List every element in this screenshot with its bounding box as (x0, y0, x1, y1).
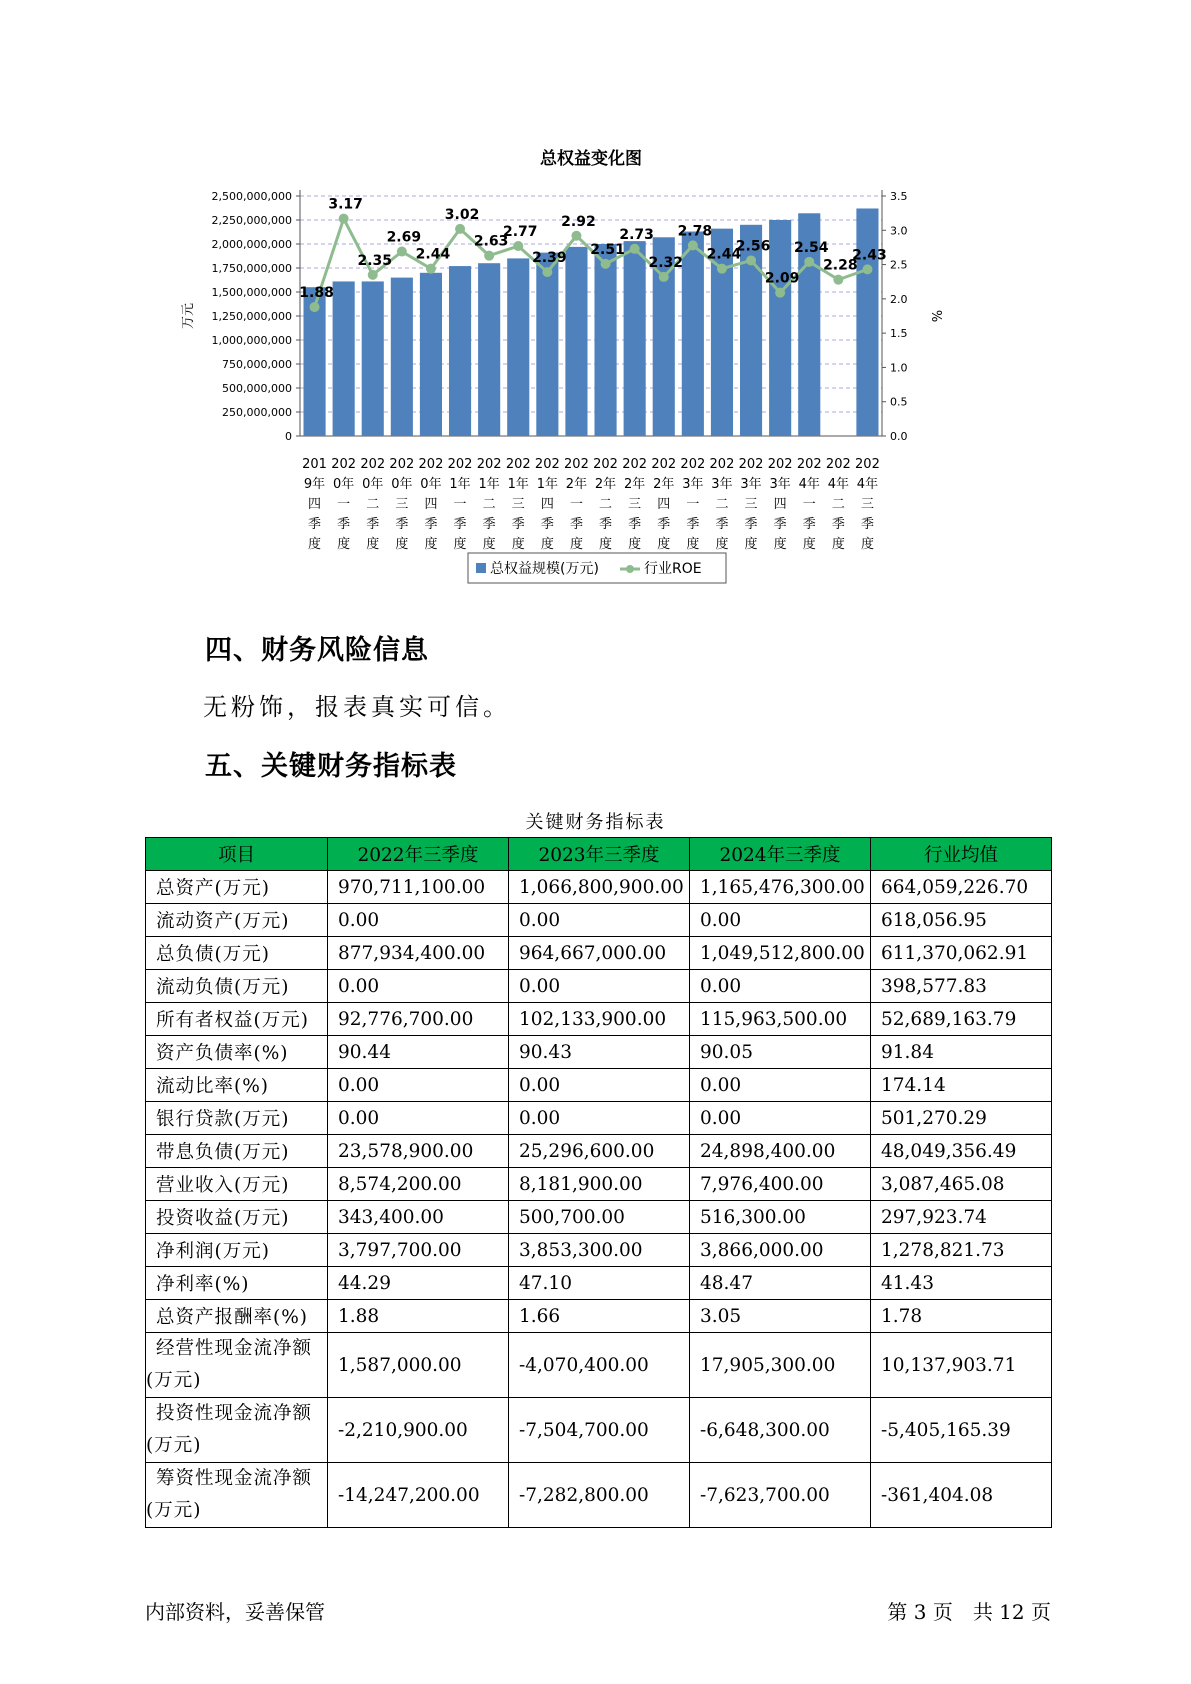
section-5-title: 五、关键财务指标表 (205, 751, 457, 782)
table-row (146, 1463, 1052, 1528)
row-value: 501,270.29 (871, 1102, 1052, 1135)
row-value: 1.78 (871, 1300, 1052, 1333)
x-tick-label: 度 (802, 537, 816, 552)
x-tick-label: 0年 (333, 477, 355, 492)
x-tick-label: 202 (709, 457, 735, 472)
row-label: 流动资产(万元) (146, 904, 328, 937)
legend-line-marker (626, 565, 634, 573)
x-tick-label: 1年 (478, 477, 500, 492)
roe-data-label: 1.88 (299, 285, 334, 302)
roe-data-label: 2.73 (619, 226, 654, 243)
x-tick-label: 202 (738, 457, 764, 472)
x-tick-label: 季 (686, 517, 700, 532)
roe-point (804, 257, 814, 267)
roe-data-label: 2.43 (852, 247, 887, 264)
y-right-tick-label: 1.5 (890, 327, 908, 341)
x-tick-label: 度 (715, 537, 729, 552)
x-tick-label: 3年 (740, 477, 762, 492)
y-left-tick-label: 2,250,000,000 (211, 214, 292, 227)
row-value: 0.00 (690, 1102, 871, 1135)
row-value: 91.84 (871, 1036, 1052, 1069)
row-label: 银行贷款(万元) (146, 1102, 328, 1135)
y-left-tick-label: 0 (285, 430, 292, 443)
x-tick-label: 季 (773, 517, 787, 532)
x-tick-label: 三 (860, 497, 874, 512)
row-value: -361,404.08 (871, 1463, 1052, 1528)
bar (449, 266, 471, 436)
x-tick-label: 度 (366, 537, 380, 552)
financial-indicator-table (145, 837, 1052, 1528)
x-tick-label: 3年 (769, 477, 791, 492)
row-value: 1.88 (328, 1300, 509, 1333)
x-tick-label: 三 (628, 497, 642, 512)
row-value: 90.05 (690, 1036, 871, 1069)
roe-data-label: 2.32 (648, 254, 684, 271)
row-value: 0.00 (509, 1102, 690, 1135)
row-label: 总负债(万元) (146, 937, 328, 970)
table-row (146, 1300, 1052, 1333)
x-tick-label: 度 (686, 537, 700, 552)
row-label: 流动负债(万元) (146, 970, 328, 1003)
row-value: 7,976,400.00 (690, 1168, 871, 1201)
x-tick-label: 一 (686, 497, 700, 512)
row-value: 964,667,000.00 (509, 937, 690, 970)
roe-data-label: 2.63 (473, 233, 509, 250)
x-tick-label: 202 (593, 457, 618, 472)
row-value: 47.10 (509, 1267, 690, 1300)
table-row (146, 1168, 1052, 1201)
x-tick-label: 202 (360, 457, 386, 472)
x-tick-label: 202 (447, 457, 473, 472)
row-label: 总资产(万元) (146, 871, 328, 904)
row-value: 664,059,226.70 (871, 871, 1052, 904)
x-tick-label: 季 (744, 517, 758, 532)
row-value: 0.00 (328, 1069, 509, 1102)
table-row (146, 1069, 1052, 1102)
roe-point (571, 231, 581, 241)
x-tick-label: 度 (628, 537, 642, 552)
x-tick-label: 四 (540, 497, 554, 512)
roe-point (659, 272, 669, 282)
y-left-axis-label: 万元 (181, 302, 196, 330)
bar (333, 281, 355, 436)
x-tick-label: 季 (657, 517, 671, 532)
row-label: 流动比率(%) (146, 1069, 328, 1102)
row-value: 1.66 (509, 1300, 690, 1333)
roe-data-label: 3.17 (328, 196, 363, 213)
row-label: 净利润(万元) (146, 1234, 328, 1267)
y-left-tick-label: 2,500,000,000 (211, 190, 292, 203)
row-value: 23,578,900.00 (328, 1135, 509, 1168)
x-tick-label: 1年 (507, 477, 529, 492)
x-tick-label: 季 (599, 517, 613, 532)
roe-point (339, 214, 349, 224)
row-value: -2,210,900.00 (328, 1398, 509, 1463)
row-value: 611,370,062.91 (871, 937, 1052, 970)
x-tick-label: 度 (511, 537, 525, 552)
roe-data-label: 2.51 (590, 241, 625, 258)
roe-data-label: 2.54 (793, 239, 829, 256)
header-item: 项目 (146, 838, 328, 871)
row-value: 24,898,400.00 (690, 1135, 871, 1168)
x-tick-label: 四 (424, 497, 438, 512)
row-value: 174.14 (871, 1069, 1052, 1102)
row-value: 3,866,000.00 (690, 1234, 871, 1267)
header-2024q3: 2024年三季度 (690, 838, 871, 871)
y-left-tick-label: 1,250,000,000 (211, 310, 292, 323)
x-tick-label: 2年 (624, 477, 646, 492)
row-value: 90.44 (328, 1036, 509, 1069)
x-tick-label: 季 (337, 517, 351, 532)
equity-chart-svg (170, 140, 1030, 600)
row-value: 970,711,100.00 (328, 871, 509, 904)
row-value: 398,577.83 (871, 970, 1052, 1003)
x-tick-label: 202 (564, 457, 589, 472)
roe-data-label: 2.92 (561, 213, 596, 230)
x-tick-label: 度 (453, 537, 467, 552)
x-tick-label: 202 (680, 457, 706, 472)
legend-bar-label: 总权益规模(万元) (490, 561, 599, 577)
roe-point (601, 259, 611, 269)
y-right-tick-label: 2.5 (890, 258, 908, 272)
x-tick-label: 四 (308, 497, 322, 512)
bar (594, 244, 616, 436)
x-tick-label: 二 (366, 497, 380, 512)
row-value: 52,689,163.79 (871, 1003, 1052, 1036)
y-left-tick-label: 250,000,000 (222, 406, 292, 419)
row-value: -5,405,165.39 (871, 1398, 1052, 1463)
x-tick-label: 季 (831, 517, 845, 532)
row-value: 48.47 (690, 1267, 871, 1300)
x-tick-label: 二 (715, 497, 729, 512)
x-tick-label: 一 (453, 497, 467, 512)
table-row (146, 1267, 1052, 1300)
header-2023q3: 2023年三季度 (509, 838, 690, 871)
x-tick-label: 季 (569, 517, 583, 532)
roe-data-label: 3.02 (444, 206, 480, 223)
footer-left: 内部资料，妥善保管 (145, 1600, 325, 1624)
x-tick-label: 1年 (536, 477, 558, 492)
x-tick-label: 2年 (565, 477, 588, 492)
row-value: 0.00 (328, 904, 509, 937)
y-right-tick-label: 0.0 (890, 430, 908, 443)
x-tick-label: 一 (569, 497, 583, 512)
table-row (146, 1003, 1052, 1036)
row-value: 90.43 (509, 1036, 690, 1069)
row-value: -7,504,700.00 (509, 1398, 690, 1463)
x-tick-label: 季 (366, 517, 380, 532)
x-tick-label: 4年 (798, 477, 820, 492)
row-value: 0.00 (509, 1069, 690, 1102)
row-value: 10,137,903.71 (871, 1333, 1052, 1398)
header-industry-avg: 行业均值 (871, 838, 1052, 871)
roe-point (746, 255, 756, 265)
x-tick-label: 202 (534, 457, 560, 472)
x-tick-label: 度 (482, 537, 496, 552)
x-tick-label: 3年 (682, 477, 704, 492)
roe-point (455, 224, 465, 234)
x-tick-label: 4年 (827, 477, 849, 492)
x-tick-label: 三 (744, 497, 758, 512)
row-label: 净利率(%) (146, 1267, 328, 1300)
x-tick-label: 202 (389, 457, 415, 472)
bar (624, 241, 646, 436)
x-tick-label: 202 (825, 457, 851, 472)
row-value: -6,648,300.00 (690, 1398, 871, 1463)
x-tick-label: 季 (511, 517, 525, 532)
row-value: 618,056.95 (871, 904, 1052, 937)
x-tick-label: 三 (395, 497, 409, 512)
bar (478, 263, 500, 436)
row-label: 营业收入(万元) (146, 1168, 328, 1201)
x-tick-label: 202 (651, 457, 677, 472)
x-tick-label: 0年 (362, 477, 384, 492)
roe-data-label: 2.39 (532, 250, 567, 267)
bar (536, 253, 558, 436)
row-value: 44.29 (328, 1267, 509, 1300)
y-left-tick-label: 1,750,000,000 (211, 262, 292, 275)
legend-line-label: 行业ROE (644, 561, 702, 577)
roe-point (688, 240, 698, 250)
x-tick-label: 201 (302, 457, 327, 472)
row-value: -7,282,800.00 (509, 1463, 690, 1528)
section-4-text: 无粉饰，报表真实可信。 (203, 693, 511, 721)
x-tick-label: 4年 (856, 477, 879, 492)
row-label: 经营性现金流净额(万元) (146, 1333, 328, 1398)
y-right-tick-label: 2.0 (890, 292, 908, 306)
x-tick-label: 季 (308, 517, 322, 532)
x-tick-label: 季 (482, 517, 496, 532)
x-tick-label: 二 (482, 497, 496, 512)
row-label: 筹资性现金流净额(万元) (146, 1463, 328, 1528)
chart-title: 总权益变化图 (540, 149, 642, 169)
x-tick-label: 季 (628, 517, 642, 532)
table-header-row (146, 838, 1052, 871)
x-tick-label: 度 (540, 537, 554, 552)
table-row (146, 970, 1052, 1003)
row-value: 516,300.00 (690, 1201, 871, 1234)
table-row (146, 871, 1052, 904)
roe-data-label: 2.35 (357, 252, 393, 269)
table-row (146, 1036, 1052, 1069)
y-left-tick-label: 2,000,000,000 (211, 238, 292, 251)
bar (565, 247, 587, 436)
row-value: 17,905,300.00 (690, 1333, 871, 1398)
table-caption: 关键财务指标表 (525, 812, 666, 833)
row-value: -4,070,400.00 (509, 1333, 690, 1398)
x-tick-label: 3年 (711, 477, 733, 492)
row-value: 0.00 (328, 970, 509, 1003)
row-value: 877,934,400.00 (328, 937, 509, 970)
x-tick-label: 202 (418, 457, 444, 472)
y-right-tick-label: 1.0 (890, 361, 908, 375)
x-tick-label: 度 (657, 537, 671, 552)
roe-data-label: 2.78 (677, 223, 713, 240)
y-right-tick-label: 3.0 (890, 224, 908, 238)
roe-point (426, 264, 436, 274)
roe-point (775, 288, 785, 298)
y-right-tick-label: 3.5 (890, 190, 908, 203)
x-tick-label: 二 (599, 497, 613, 512)
row-label: 总资产报酬率(%) (146, 1300, 328, 1333)
row-value: -7,623,700.00 (690, 1463, 871, 1528)
x-tick-label: 季 (395, 517, 409, 532)
roe-data-label: 2.44 (706, 246, 742, 263)
row-value: 3,087,465.08 (871, 1168, 1052, 1201)
y-right-axis-label: % (928, 309, 943, 323)
y-left-tick-label: 750,000,000 (222, 358, 292, 371)
header-2022q3: 2022年三季度 (328, 838, 509, 871)
x-tick-label: 度 (395, 537, 409, 552)
x-tick-label: 202 (505, 457, 531, 472)
roe-point (513, 241, 523, 251)
y-right-tick-label: 0.5 (890, 395, 908, 409)
row-value: 8,574,200.00 (328, 1168, 509, 1201)
row-value: 102,133,900.00 (509, 1003, 690, 1036)
row-label: 投资性现金流净额(万元) (146, 1398, 328, 1463)
x-tick-label: 季 (540, 517, 554, 532)
x-tick-label: 0年 (420, 477, 442, 492)
row-value: 92,776,700.00 (328, 1003, 509, 1036)
bar (856, 208, 878, 436)
x-tick-label: 度 (569, 537, 583, 552)
row-value: 3,797,700.00 (328, 1234, 509, 1267)
table-row (146, 1333, 1052, 1398)
y-left-tick-label: 500,000,000 (222, 382, 292, 395)
x-tick-label: 季 (715, 517, 729, 532)
legend-bar-swatch (476, 563, 486, 573)
x-tick-label: 度 (337, 537, 351, 552)
equity-chart (170, 140, 1030, 600)
row-value: 48,049,356.49 (871, 1135, 1052, 1168)
row-value: 25,296,600.00 (509, 1135, 690, 1168)
bar (507, 258, 529, 436)
table-row (146, 904, 1052, 937)
section-4-title: 四、财务风险信息 (205, 635, 429, 666)
x-tick-label: 度 (424, 537, 438, 552)
x-tick-label: 度 (599, 537, 613, 552)
x-tick-label: 一 (337, 497, 351, 512)
row-value: 41.43 (871, 1267, 1052, 1300)
row-value: 0.00 (509, 904, 690, 937)
row-value: 1,587,000.00 (328, 1333, 509, 1398)
x-tick-label: 季 (424, 517, 438, 532)
x-tick-label: 季 (802, 517, 816, 532)
row-label: 资产负债率(%) (146, 1036, 328, 1069)
roe-point (397, 247, 407, 257)
roe-point (717, 264, 727, 274)
table-row (146, 1135, 1052, 1168)
x-tick-label: 二 (831, 497, 845, 512)
row-value: 8,181,900.00 (509, 1168, 690, 1201)
row-value: 0.00 (690, 904, 871, 937)
x-tick-label: 度 (860, 537, 874, 552)
roe-point (862, 264, 872, 274)
row-value: 0.00 (690, 970, 871, 1003)
x-tick-label: 202 (331, 457, 357, 472)
x-tick-label: 一 (802, 497, 816, 512)
roe-data-label: 2.56 (735, 238, 771, 255)
row-value: -14,247,200.00 (328, 1463, 509, 1528)
x-tick-label: 度 (308, 537, 322, 552)
roe-point (833, 275, 843, 285)
row-value: 1,165,476,300.00 (690, 871, 871, 904)
roe-point (630, 244, 640, 254)
roe-point (542, 267, 552, 277)
bar (362, 281, 384, 436)
footer-page-number: 第 3 页 共 12 页 (887, 1600, 1051, 1624)
roe-data-label: 2.44 (415, 246, 451, 263)
x-tick-label: 202 (796, 457, 822, 472)
row-label: 所有者权益(万元) (146, 1003, 328, 1036)
x-tick-label: 度 (744, 537, 758, 552)
x-tick-label: 季 (860, 517, 874, 532)
x-tick-label: 9年 (303, 477, 326, 492)
table-row (146, 937, 1052, 970)
table-row (146, 1234, 1052, 1267)
bar (420, 273, 442, 436)
row-value: 115,963,500.00 (690, 1003, 871, 1036)
x-tick-label: 1年 (449, 477, 471, 492)
table-row (146, 1398, 1052, 1463)
x-tick-label: 季 (453, 517, 467, 532)
x-tick-label: 2年 (594, 477, 617, 492)
roe-data-label: 2.69 (386, 229, 422, 246)
row-value: 297,923.74 (871, 1201, 1052, 1234)
row-label: 带息负债(万元) (146, 1135, 328, 1168)
y-left-tick-label: 1,500,000,000 (211, 286, 292, 299)
x-tick-label: 202 (767, 457, 793, 472)
roe-point (368, 270, 378, 280)
roe-point (310, 302, 320, 312)
row-value: 0.00 (690, 1069, 871, 1102)
x-tick-label: 四 (773, 497, 787, 512)
x-tick-label: 度 (773, 537, 787, 552)
row-value: 3,853,300.00 (509, 1234, 690, 1267)
row-value: 343,400.00 (328, 1201, 509, 1234)
x-tick-label: 2年 (653, 477, 675, 492)
x-tick-label: 202 (622, 457, 648, 472)
x-tick-label: 0年 (391, 477, 413, 492)
row-value: 1,066,800,900.00 (509, 871, 690, 904)
table-row (146, 1201, 1052, 1234)
row-value: 0.00 (509, 970, 690, 1003)
bar (769, 220, 791, 436)
y-left-tick-label: 1,000,000,000 (211, 334, 292, 347)
x-tick-label: 202 (855, 457, 880, 472)
row-value: 3.05 (690, 1300, 871, 1333)
row-value: 0.00 (328, 1102, 509, 1135)
roe-data-label: 2.28 (823, 257, 858, 274)
roe-point (484, 251, 494, 261)
x-tick-label: 四 (657, 497, 671, 512)
x-tick-label: 度 (831, 537, 845, 552)
row-value: 1,049,512,800.00 (690, 937, 871, 970)
table-row (146, 1102, 1052, 1135)
row-value: 1,278,821.73 (871, 1234, 1052, 1267)
x-tick-label: 202 (476, 457, 502, 472)
x-tick-label: 三 (511, 497, 525, 512)
roe-data-label: 2.09 (764, 270, 800, 287)
roe-data-label: 2.77 (502, 224, 538, 241)
bar (391, 278, 413, 436)
row-label: 投资收益(万元) (146, 1201, 328, 1234)
row-value: 500,700.00 (509, 1201, 690, 1234)
bar (682, 232, 704, 436)
